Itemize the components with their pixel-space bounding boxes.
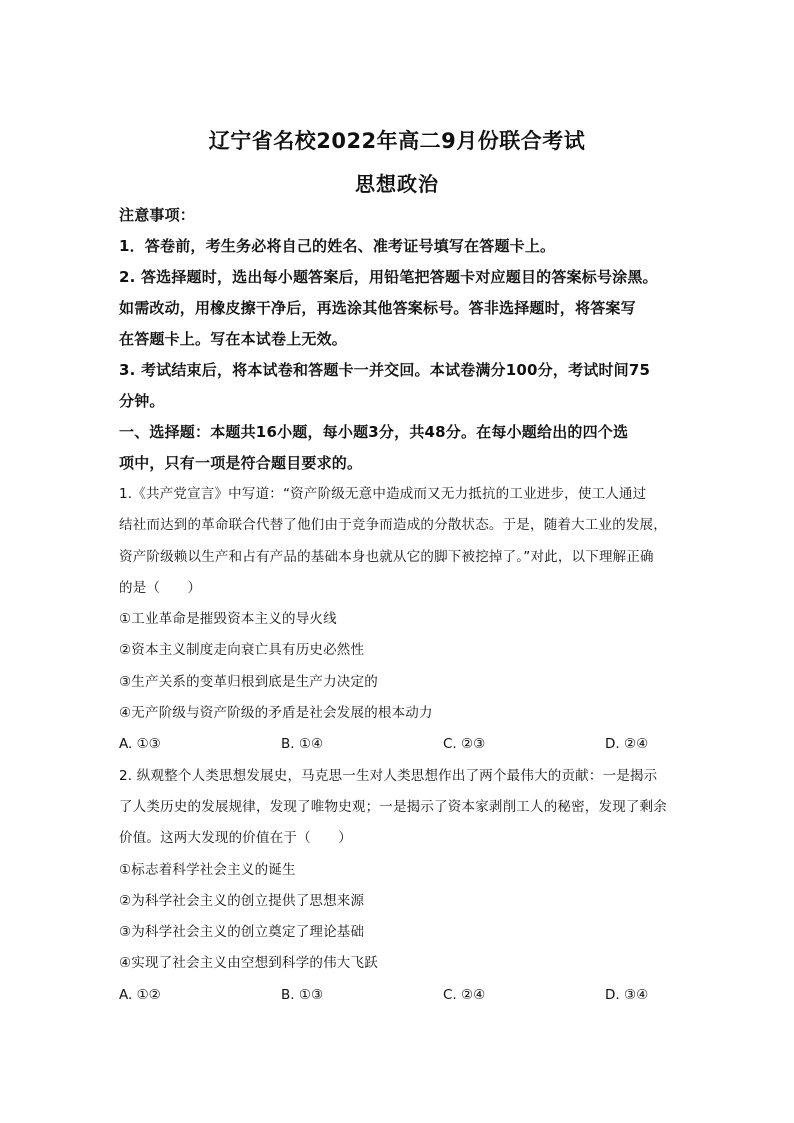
statement: ①标志着科学社会主义的诞生 bbox=[119, 861, 296, 878]
question-stem-line: 结社而达到的革命联合代替了他们由于竞争而造成的分散状态。于是，随着大工业的发展， bbox=[119, 517, 667, 534]
statement: ③生产关系的变革归根到底是生产力决定的 bbox=[119, 673, 378, 690]
option-c: C. ②④ bbox=[443, 986, 486, 1003]
question-stem-line: 了人类历史的发展规律，发现了唯物史观；一是揭示了资本家剥削工人的秘密，发现了剩余 bbox=[119, 798, 667, 815]
section-heading: 项中，只有一项是符合题目要求的。 bbox=[119, 454, 363, 472]
option-a: A. ①② bbox=[119, 986, 161, 1003]
question-stem-line: 资产阶级赖以生产和占有产品的基础本身也就从它的脚下被挖掉了。”对此，以下理解正确 bbox=[119, 548, 654, 565]
exam-content bbox=[119, 200, 677, 1011]
notice-line: 1．答卷前，考生务必将自己的姓名、准考证号填写在答题卡上。 bbox=[119, 237, 556, 255]
question-stem-line: 的是（ ） bbox=[119, 579, 202, 596]
option-b: B. ①④ bbox=[281, 736, 324, 753]
subject-title: 思想政治 bbox=[355, 172, 439, 196]
statement: ④实现了社会主义由空想到科学的伟大飞跃 bbox=[119, 955, 378, 972]
question-1 bbox=[119, 479, 677, 761]
option-c: C. ②③ bbox=[443, 736, 486, 753]
exam-title: 辽宁省名校2022年高二9月份联合考试 bbox=[208, 129, 586, 153]
answer-options bbox=[119, 980, 677, 1011]
notice-heading: 注意事项： bbox=[119, 206, 196, 224]
statement: ②为科学社会主义的创立提供了思想来源 bbox=[119, 892, 365, 909]
question-stem-line: 1.《共产党宣言》中写道：“资产阶级无意中造成而又无力抵抗的工业进步，使工人通过 bbox=[119, 486, 647, 502]
answer-options bbox=[119, 729, 677, 760]
section-heading: 一、选择题：本题共16小题，每小题3分，共48分。在每小题给出的四个选 bbox=[119, 423, 629, 441]
statement: ①工业革命是摧毁资本主义的导火线 bbox=[119, 611, 337, 628]
option-b: B. ①③ bbox=[281, 986, 324, 1003]
notice-line: 分钟。 bbox=[119, 392, 165, 410]
statement: ③为科学社会主义的创立奠定了理论基础 bbox=[119, 924, 365, 941]
question-stem-line: 价值。这两大发现的价值在于（ ） bbox=[119, 830, 352, 847]
question-2 bbox=[119, 761, 677, 1011]
statement: ④无产阶级与资产阶级的矛盾是社会发展的根本动力 bbox=[119, 705, 433, 722]
option-a: A. ①③ bbox=[119, 736, 161, 753]
statement: ②资本主义制度走向衰亡具有历史必然性 bbox=[119, 642, 365, 659]
notice-line: 如需改动，用橡皮擦干净后，再选涂其他答案标号。答非选择题时，将答案写 bbox=[119, 299, 636, 317]
notice-line: 2. 答选择题时，选出每小题答案后，用铅笔把答题卡对应题目的答案标号涂黑。 bbox=[119, 268, 658, 286]
notice-line: 在答题卡上。写在本试卷上无效。 bbox=[119, 330, 348, 348]
notice-line: 3. 考试结束后，将本试卷和答题卡一并交回。本试卷满分100分，考试时间75 bbox=[119, 361, 651, 379]
option-d: D. ③④ bbox=[605, 986, 649, 1003]
option-d: D. ②④ bbox=[605, 736, 649, 753]
question-stem-line: 2. 纵观整个人类思想发展史，马克思一生对人类思想作出了两个最伟大的贡献：一是揭示 bbox=[119, 767, 658, 784]
